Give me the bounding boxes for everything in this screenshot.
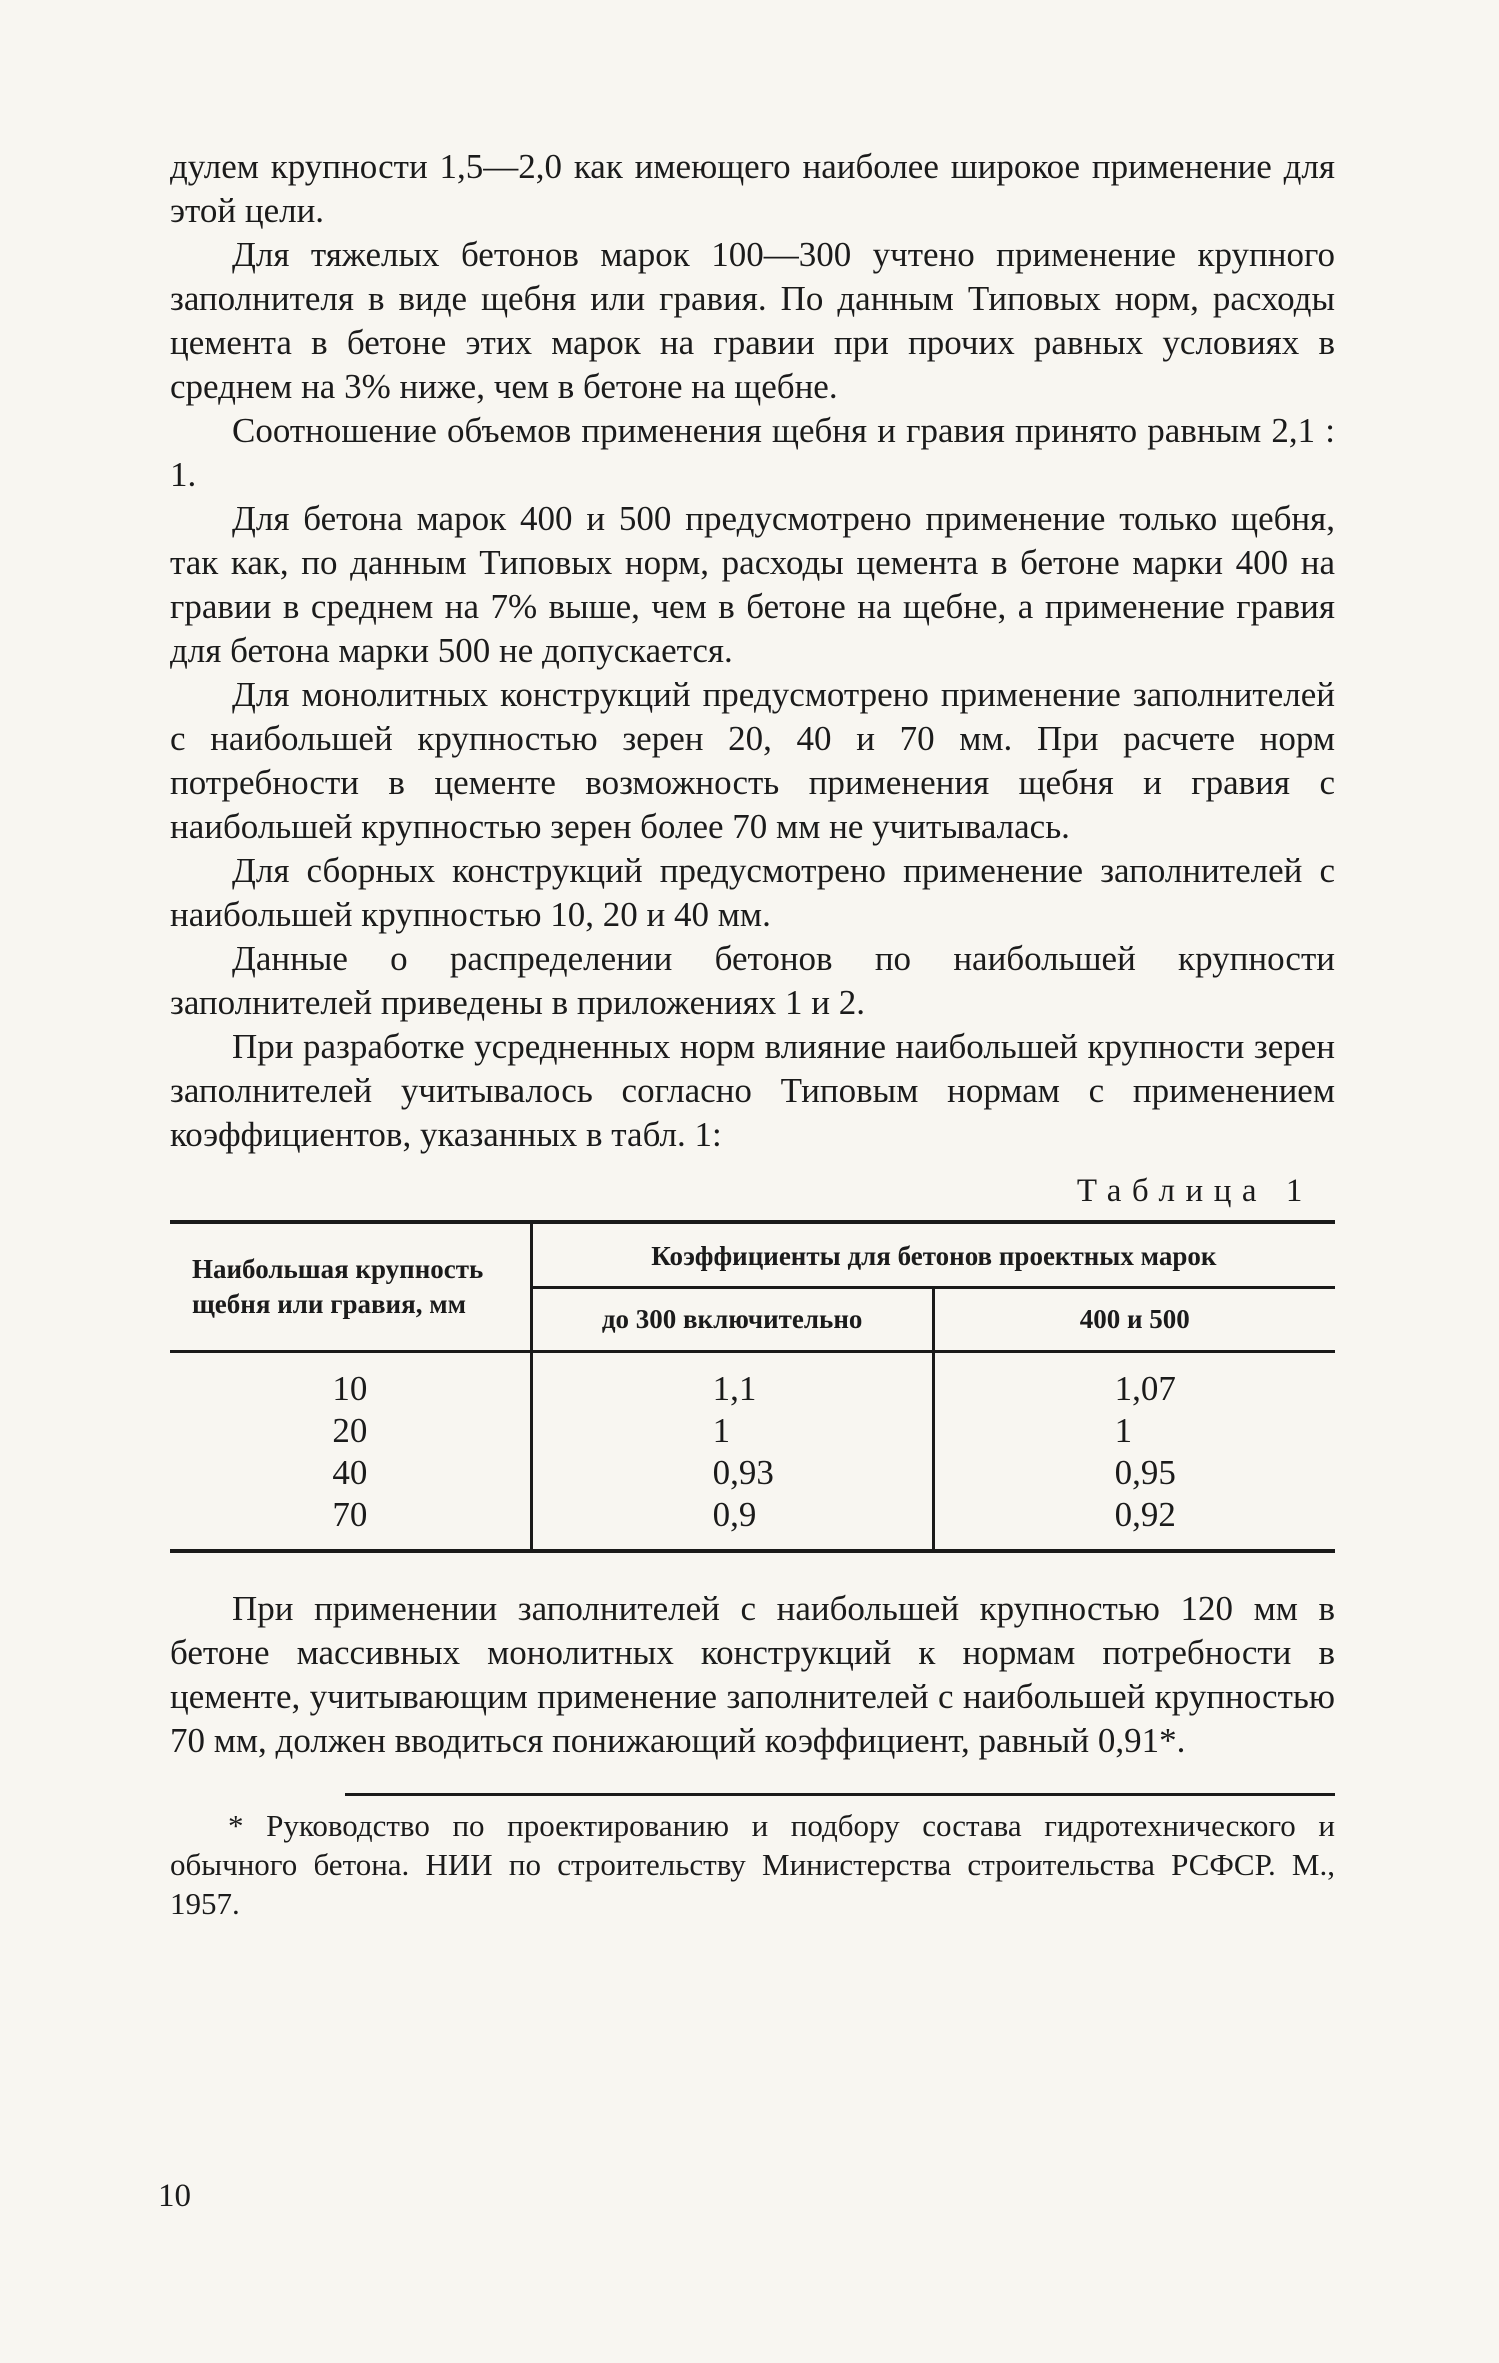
table-subheader-upto-300: до 300 включительно bbox=[531, 1288, 933, 1352]
table-subheader-400-500: 400 и 500 bbox=[933, 1288, 1335, 1352]
cell-coef-upto-300: 0,93 bbox=[531, 1452, 933, 1494]
body-paragraph: Для бетона марок 400 и 500 предусмотрено применение только щебня, так как, по данным Типовых норм, расходы цемента в бетоне марки 400 на гравии в среднем на 7% выше, чем в бетоне на щебне, а применение гравия для бетона марки 500 не допускается. bbox=[170, 499, 1335, 670]
table-row bbox=[170, 1494, 1335, 1551]
page-number: 10 bbox=[158, 2178, 191, 2214]
table-body bbox=[170, 1352, 1335, 1552]
cell-coef-400-500: 0,95 bbox=[1114, 1453, 1176, 1492]
table-row bbox=[170, 1352, 1335, 1411]
table-header-span: Коэффициенты для бетонов проектных марок bbox=[531, 1222, 1335, 1288]
body-paragraph: Для монолитных конструкций предусмотрено применение заполнителей с наибольшей крупностью зерен 20, 40 и 70 мм. При расчете норм потребности в цементе возможность применения щебня и гравия с наибольшей крупностью зерен более 70 мм не учитывалась. bbox=[170, 675, 1335, 846]
cell-coef-400-500: 1 bbox=[1114, 1411, 1133, 1450]
body-text-block bbox=[170, 145, 1335, 1157]
body-paragraph: При применении заполнителей с наибольшей крупностью 120 мм в бетоне массивных монолитных конструкций к нормам потребности в цементе, учитывающим применение заполнителей с наибольшей крупностью 70 мм, должен вводиться понижающий коэффициент, равный 0,91*. bbox=[170, 1589, 1335, 1760]
cell-size: 40 bbox=[170, 1452, 531, 1494]
cell-coef-400-500: 0,92 bbox=[1114, 1495, 1176, 1534]
footnote: * Руководство по проектированию и подбору состава гидротехнического и обычного бетона. НИИ по строительству Министерства строительства РСФСР. М., 1957. bbox=[170, 1808, 1335, 1921]
table-caption: Таблица 1 bbox=[1076, 1173, 1313, 1209]
footnote-divider bbox=[345, 1793, 1335, 1796]
cell-size: 70 bbox=[170, 1494, 531, 1551]
cell-coef-400-500: 1,07 bbox=[1114, 1369, 1176, 1408]
table-header-size-column: Наибольшая крупность щебня или гравия, мм bbox=[170, 1222, 531, 1352]
cell-coef-upto-300: 1,1 bbox=[531, 1352, 933, 1411]
cell-coef-upto-300: 0,9 bbox=[531, 1494, 933, 1551]
body-paragraph: Данные о распределении бетонов по наибольшей крупности заполнителей приведены в приложениях 1 и 2. bbox=[170, 939, 1335, 1022]
body-paragraph: Для сборных конструкций предусмотрено применение заполнителей с наибольшей крупностью 10, 20 и 40 мм. bbox=[170, 851, 1335, 934]
body-paragraph: Для тяжелых бетонов марок 100—300 учтено применение крупного заполнителя в виде щебня или гравия. По данным Типовых норм, расходы цемента в бетоне этих марок на гравии при прочих равных условиях в среднем на 3% ниже, чем в бетоне на щебне. bbox=[170, 235, 1335, 406]
table-header bbox=[170, 1222, 1335, 1352]
cell-size: 10 bbox=[170, 1352, 531, 1411]
table-row bbox=[170, 1452, 1335, 1494]
after-table-block bbox=[170, 1587, 1335, 1763]
table-row bbox=[170, 1410, 1335, 1452]
body-paragraph: При разработке усредненных норм влияние наибольшей крупности зерен заполнителей учитывалось согласно Типовым нормам с применением коэффициентов, указанных в табл. 1: bbox=[170, 1027, 1335, 1154]
cell-size: 20 bbox=[170, 1410, 531, 1452]
body-paragraph: дулем крупности 1,5—2,0 как имеющего наиболее широкое применение для этой цели. bbox=[170, 147, 1335, 230]
body-paragraph: Соотношение объемов применения щебня и гравия принято равным 2,1 : 1. bbox=[170, 411, 1335, 494]
cell-coef-upto-300: 1 bbox=[531, 1410, 933, 1452]
coefficients-table bbox=[170, 1220, 1335, 1553]
